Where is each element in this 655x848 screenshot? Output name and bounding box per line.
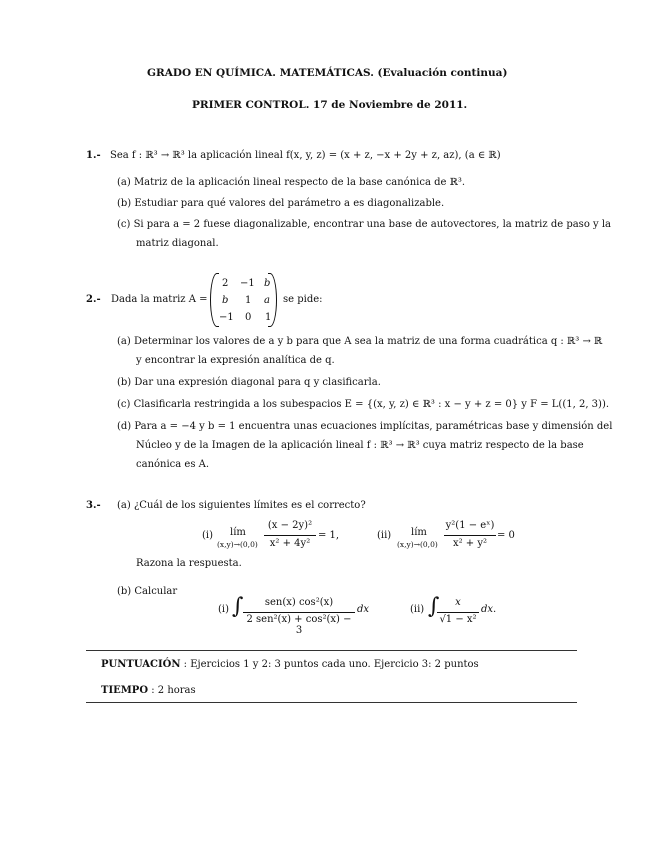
integral-2-fraction-bar <box>437 612 479 613</box>
q2-se-pide: se pide: <box>283 294 323 305</box>
matrix-cell: 0 <box>245 312 252 323</box>
q1-part-b: (b) Estudiar para qué valores del parámetro a es diagonalizable. <box>117 198 445 209</box>
puntuacion-label: PUNTUACIÓN <box>101 659 181 670</box>
integral-1-dx: dx <box>357 604 370 615</box>
limit-1-fraction-bar <box>264 535 316 536</box>
matrix-cell: b <box>222 295 229 306</box>
q2-part-d-line3: canónica es A. <box>136 459 210 470</box>
limit-2-sub: (x,y)→(0,0) <box>397 540 438 549</box>
tiempo-text: : 2 horas <box>148 685 196 696</box>
q3-part-a: (a) ¿Cuál de los siguientes límites es el correcto? <box>117 500 366 511</box>
limit-2-rhs: = 0 <box>497 530 515 541</box>
matrix-cell: b <box>264 278 271 289</box>
footer-puntuacion <box>101 659 479 670</box>
limit-2-numerator: y²(1 − eˣ) <box>445 520 495 531</box>
q2-part-c: (c) Clasificarla restringida a los subespacios E = {(x, y, z) ∈ ℝ³ : x − y + z = 0} y F = L((1, 2, 3)). <box>117 399 610 410</box>
q2-part-b: (b) Dar una expresión diagonal para q y clasificarla. <box>117 377 381 388</box>
q3-razona: Razona la respuesta. <box>136 558 242 569</box>
footer-top-rule <box>86 650 577 651</box>
limit-1-lim: lím <box>230 527 246 538</box>
tiempo-label: TIEMPO <box>101 685 149 696</box>
matrix-cell: 2 <box>222 278 229 289</box>
header-line-1: GRADO EN QUÍMICA. MATEMÁTICAS. (Evaluación continua) <box>147 67 508 79</box>
integral-2-denominator: √1 − x² <box>439 614 477 625</box>
footer-tiempo <box>101 685 196 696</box>
limit-1-label: (i) <box>202 530 214 541</box>
matrix-cell: 1 <box>245 295 252 306</box>
q3-number: 3.- <box>86 500 101 511</box>
integral-2-sign: ∫ <box>428 594 440 619</box>
limit-1-denominator: x² + 4y² <box>269 538 311 549</box>
q2-part-a-line2: y encontrar la expresión analítica de q. <box>136 355 335 366</box>
puntuacion-text: : Ejercicios 1 y 2: 3 puntos cada uno. Ejercicio 3: 2 puntos <box>180 659 479 670</box>
matrix-cell: 1 <box>265 312 272 323</box>
matrix-left-paren <box>210 273 219 327</box>
limit-2-denominator: x² + y² <box>452 538 488 549</box>
q1-part-c-line1: (c) Si para a = 2 fuese diagonalizable, encontrar una base de autovectores, la matriz de paso y la <box>117 219 612 230</box>
q1-part-a: (a) Matriz de la aplicación lineal respecto de la base canónica de ℝ³. <box>117 177 466 188</box>
footer-bottom-rule <box>86 702 577 703</box>
q2-part-d-line1: (d) Para a = −4 y b = 1 encuentra unas ecuaciones implícitas, paramétricas base y dimensión del <box>117 421 613 432</box>
integral-2-numerator: x <box>455 597 461 608</box>
q3-part-b: (b) Calcular <box>117 586 178 597</box>
q1-statement: Sea f : ℝ³ → ℝ³ la aplicación lineal f(x, y, z) = (x + z, −x + 2y + z, az), (a ∈ ℝ) <box>110 150 501 161</box>
matrix-cell: a <box>264 295 270 306</box>
limit-1-numerator: (x − 2y)² <box>267 520 313 531</box>
q1-number: 1.- <box>86 150 101 161</box>
limit-1-sub: (x,y)→(0,0) <box>217 540 258 549</box>
integral-1-sign: ∫ <box>232 594 244 619</box>
integral-2-dx: dx. <box>481 604 497 615</box>
q2-part-a-line1: (a) Determinar los valores de a y b para que A sea la matriz de una forma cuadrática q : ℝ³ → ℝ <box>117 336 603 347</box>
integral-1-fraction-bar <box>243 612 355 613</box>
q2-part-d-line2: Núcleo y de la Imagen de la aplicación lineal f : ℝ³ → ℝ³ cuya matriz respecto de la base <box>136 440 584 451</box>
q2-number: 2.- <box>86 294 101 305</box>
q2-intro: Dada la matriz A = <box>111 294 208 305</box>
q1-part-c-line2: matriz diagonal. <box>136 238 219 249</box>
integral-1-numerator: sen(x) cos²(x) <box>264 597 334 608</box>
integral-1-label: (i) <box>218 604 230 615</box>
limit-2-fraction-bar <box>444 535 496 536</box>
limit-2-label: (ii) <box>377 530 392 541</box>
matrix-cell: −1 <box>219 312 234 323</box>
limit-1-rhs: = 1, <box>318 530 340 541</box>
integral-2-label: (ii) <box>410 604 425 615</box>
matrix-cell: −1 <box>240 278 255 289</box>
header-line-2: PRIMER CONTROL. 17 de Noviembre de 2011. <box>192 99 468 111</box>
limit-2-lim: lím <box>411 527 427 538</box>
integral-1-denominator: 2 sen²(x) + cos²(x) − 3 <box>246 614 352 636</box>
